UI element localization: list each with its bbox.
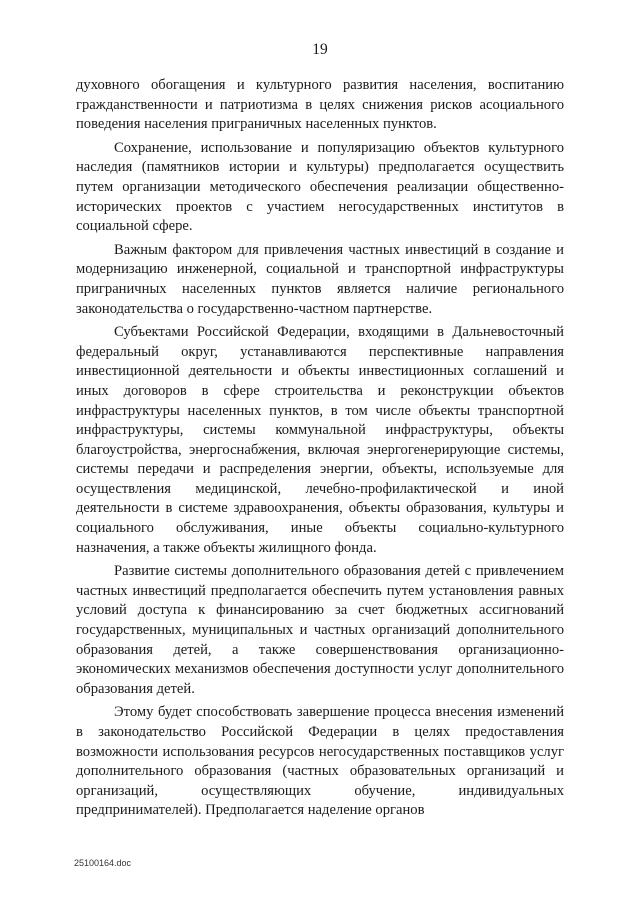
paragraph: Субъектами Российской Федерации, входящими в Дальневосточный федеральный округ, устанавливаются перспективные направления инвестиционной деятельности и объекты инвестиционных соглашений и иных договоров в сфере строительства и реконструкции объектов инфраструктуры населенных пунктов, в том числе объекты транспортной инфраструктуры, системы коммунальной инфраструктуры, объекты благоустройства, энергоснабжения, включая энергогенерирующие системы, системы передачи и распределения энергии, объекты, используемые для осуществления медицинской, лечебно-профилактической и иной деятельности в системе здравоохранения, объекты образования, культуры и социального обслуживания, иные объекты социально-культурного назначения, а также объекты жилищного фонда. bbox=[76, 324, 564, 556]
page-number: 19 bbox=[312, 41, 328, 58]
paragraph: духовного обогащения и культурного развития населения, воспитанию гражданственности и патриотизма в целях снижения рисков асоциального поведения населения приграничных населенных пунктов. bbox=[76, 77, 564, 133]
paragraph: Важным фактором для привлечения частных инвестиций в создание и модернизацию инженерной, социальной и транспортной инфраструктуры приграничных населенных пунктов является наличие регионального законодательства о государственно-частном партнерстве. bbox=[76, 241, 564, 317]
file-name-footer: 25100164.doc bbox=[74, 858, 132, 868]
body-text bbox=[76, 76, 564, 821]
paragraph: Этому будет способствовать завершение процесса внесения изменений в законодательство Российской Федерации в целях предоставления возможности использования ресурсов негосударственных поставщиков услуг дополнительного образования (частных образовательных организаций и организаций, осуществляющих обучение, индивидуальных предпринимателей). Предполагается наделение органов bbox=[76, 704, 564, 819]
paragraph: Сохранение, использование и популяризацию объектов культурного наследия (памятников истории и культуры) предполагается осуществить путем организации методического обеспечения реализации общественно-исторических проектов с участием негосударственных институтов в социальной сфере. bbox=[76, 139, 564, 235]
paragraph: Развитие системы дополнительного образования детей с привлечением частных инвестиций предполагается обеспечить путем установления равных условий доступа к финансированию за счет бюджетных ассигнований государственных, муниципальных и частных организаций дополнительного образования детей, а также совершенствования организационно-экономических механизмов обеспечения доступности услуг дополнительного образования детей. bbox=[76, 563, 564, 697]
